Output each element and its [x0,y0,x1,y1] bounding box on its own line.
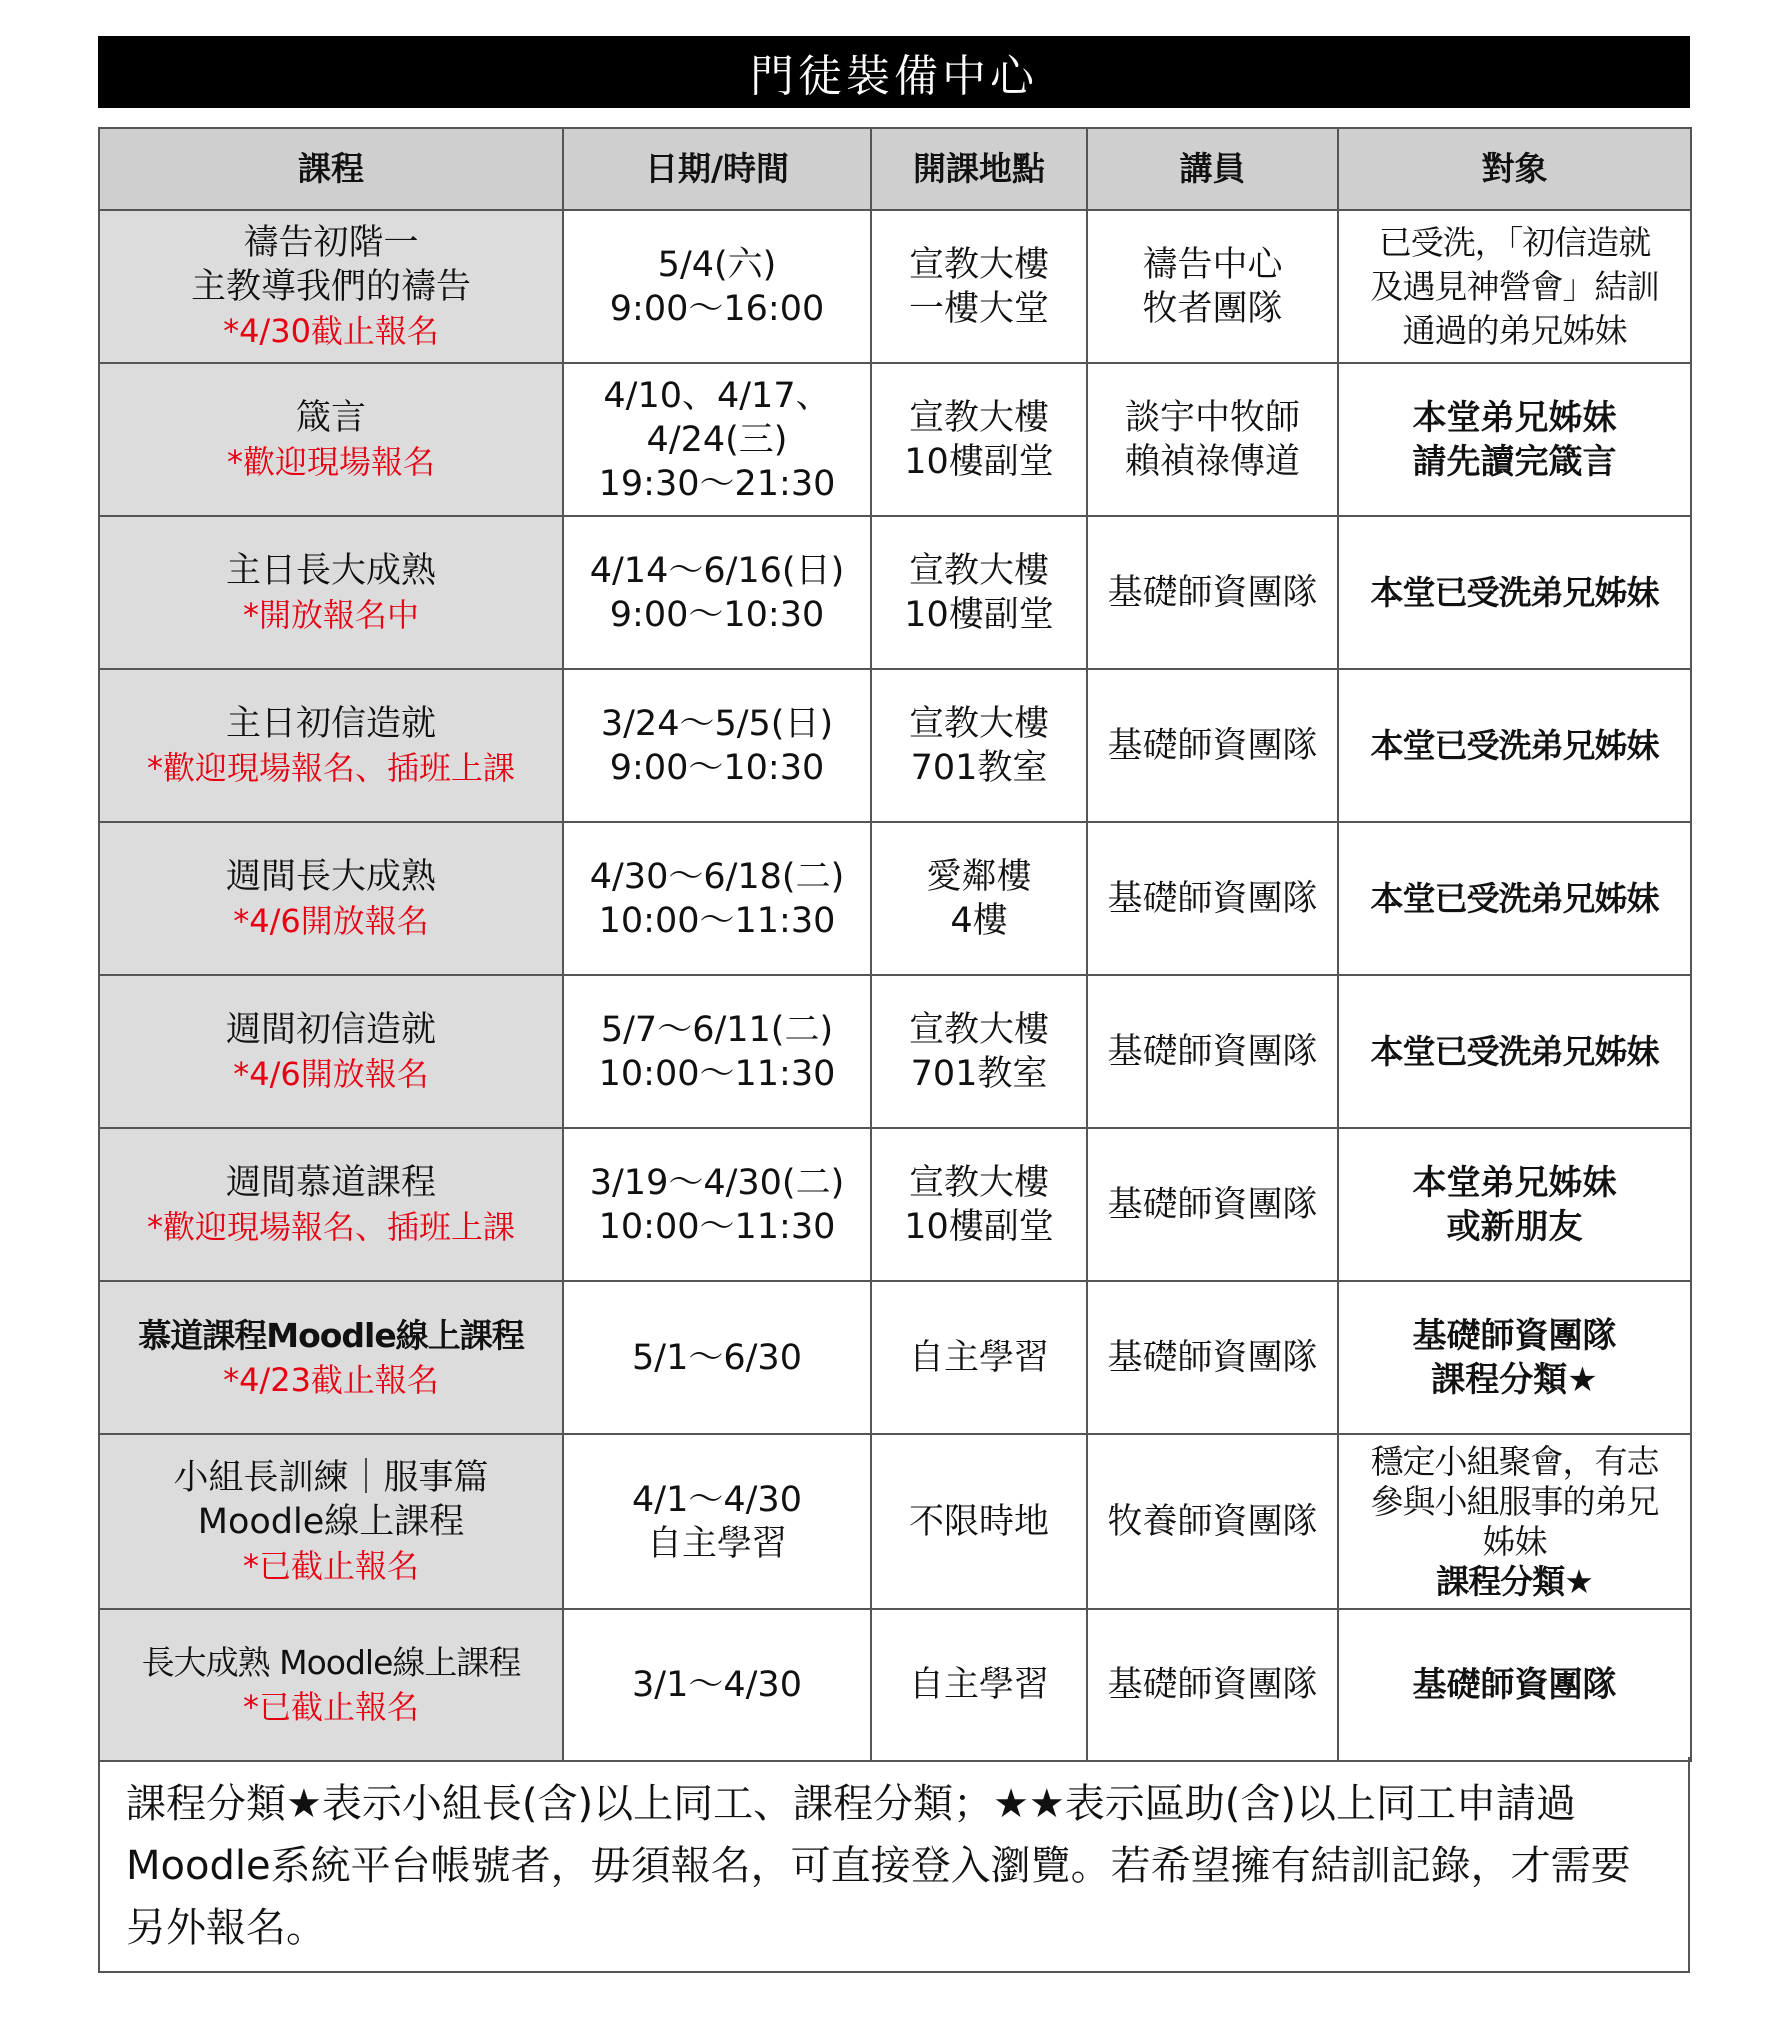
course-name: 主日長大成熟 [225,550,436,591]
course-name: Moodle線上課程 [197,1501,465,1542]
course-name: 小組長訓練｜服事篇 [173,1457,489,1498]
date-cell [563,669,871,822]
speaker-cell [1087,1609,1338,1761]
target-line: 通過的弟兄姊妹 [1402,310,1627,350]
target-line: 及遇見神營會」結訓 [1370,266,1659,306]
target-cell [1338,1281,1691,1434]
speaker-cell [1087,669,1338,822]
speaker-line: 基礎師資團隊 [1107,725,1318,766]
column-header-course: 課程 [99,128,563,210]
date-line: 4/30～6/18(二) [589,856,845,897]
date-line: 9:00～10:30 [609,594,825,635]
target-line: 穩定小組聚會，有志 [1370,1441,1659,1481]
table-row [99,516,1691,669]
date-line: 10:00～11:30 [598,1053,836,1094]
target-line: 本堂已受洗弟兄姊妹 [1370,572,1659,612]
speaker-line: 談宇中牧師 [1124,397,1300,438]
target-line: 課程分類★ [1436,1561,1593,1601]
date-line: 4/14～6/16(日) [589,550,845,591]
target-line: 已受洗，「初信造就 [1378,222,1651,262]
course-name: 週間初信造就 [225,1009,436,1050]
table-row [99,669,1691,822]
location-line: 宣教大樓 [908,1162,1049,1203]
date-cell [563,1128,871,1281]
speaker-line: 基礎師資團隊 [1107,1337,1318,1378]
target-cell [1338,516,1691,669]
course-cell [99,669,563,822]
location-cell [871,975,1087,1128]
location-cell [871,1434,1087,1609]
date-line: 4/1～4/30 [632,1479,802,1520]
speaker-line: 牧養師資團隊 [1107,1501,1318,1542]
speaker-line: 基礎師資團隊 [1107,572,1318,613]
location-cell [871,669,1087,822]
date-cell [563,210,871,363]
location-line: 701教室 [910,747,1048,788]
page-title: 門徒裝備中心 [98,36,1690,108]
table-row [99,1281,1691,1434]
column-header-location: 開課地點 [871,128,1087,210]
target-line: 本堂已受洗弟兄姊妹 [1370,1031,1659,1071]
target-line: 本堂已受洗弟兄姊妹 [1370,725,1659,765]
course-cell [99,516,563,669]
target-line: 本堂弟兄姊妹 [1412,397,1617,438]
target-line: 課程分類★ [1431,1359,1598,1400]
date-cell [563,516,871,669]
date-cell [563,822,871,975]
location-line: 一樓大堂 [908,288,1049,329]
table-row [99,210,1691,363]
course-name: 箴言 [295,397,366,438]
location-line: 10樓副堂 [904,441,1054,482]
table-row [99,363,1691,516]
registration-note: *開放報名中 [242,595,419,634]
speaker-cell [1087,516,1338,669]
speaker-line: 基礎師資團隊 [1107,1184,1318,1225]
location-line: 不限時地 [908,1501,1049,1542]
course-cell [99,210,563,363]
date-line: 3/24～5/5(日) [600,703,834,744]
course-cell [99,1609,563,1761]
registration-note: *已截止報名 [242,1546,419,1585]
course-name: 週間長大成熟 [225,856,436,897]
target-cell [1338,669,1691,822]
target-line: 參與小組服事的弟兄 [1370,1481,1659,1521]
speaker-line: 基礎師資團隊 [1107,1665,1318,1705]
target-cell [1338,822,1691,975]
date-line: 3/1～4/30 [632,1665,802,1705]
location-line: 宣教大樓 [908,397,1049,438]
table-row [99,822,1691,975]
speaker-cell [1087,1281,1338,1434]
date-cell [563,975,871,1128]
speaker-line: 禱告中心 [1142,244,1283,285]
location-line: 自主學習 [908,1665,1049,1705]
speaker-cell [1087,210,1338,363]
date-line: 自主學習 [646,1523,787,1564]
course-table [98,127,1692,1762]
course-name: 主日初信造就 [225,703,436,744]
footnote: 課程分類★表示小組長(含)以上同工、課程分類；★★表示區助(含)以上同工申請過Moodle系統平台帳號者，毋須報名，可直接登入瀏覽。若希望擁有結訓記錄，才需要另外報名。 [98,1757,1690,1973]
registration-note: *4/6開放報名 [233,901,429,940]
target-line: 姊妹 [1482,1521,1547,1561]
location-cell [871,210,1087,363]
registration-note: *4/6開放報名 [233,1054,429,1093]
date-line: 10:00～11:30 [598,900,836,941]
speaker-cell [1087,363,1338,516]
date-line: 9:00～10:30 [609,747,825,788]
target-cell [1338,975,1691,1128]
course-cell [99,1434,563,1609]
course-cell [99,822,563,975]
location-cell [871,363,1087,516]
course-cell [99,1281,563,1434]
speaker-cell [1087,1434,1338,1609]
registration-note: *歡迎現場報名、插班上課 [146,748,515,787]
date-line: 9:00～16:00 [609,288,825,329]
speaker-line: 基礎師資團隊 [1107,878,1318,919]
target-cell [1338,1609,1691,1761]
speaker-cell [1087,1128,1338,1281]
course-name: 慕道課程Moodle線上課程 [138,1315,524,1355]
course-cell [99,1128,563,1281]
location-line: 宣教大樓 [908,550,1049,591]
date-line: 5/7～6/11(二) [600,1009,834,1050]
registration-note: *4/30截止報名 [223,311,439,350]
column-header-date: 日期/時間 [563,128,871,210]
table-row [99,1434,1691,1609]
target-line: 基礎師資團隊 [1412,1665,1617,1705]
location-cell [871,1128,1087,1281]
table-row [99,1609,1691,1761]
target-line: 請先讀完箴言 [1412,441,1617,482]
location-line: 愛鄰樓 [926,856,1032,897]
course-cell [99,975,563,1128]
date-cell [563,1281,871,1434]
date-line: 4/24(三) [646,419,788,460]
target-cell [1338,1128,1691,1281]
location-line: 4樓 [950,900,1008,941]
location-line: 10樓副堂 [904,1206,1054,1247]
course-cell [99,363,563,516]
speaker-cell [1087,822,1338,975]
course-name: 週間慕道課程 [225,1162,436,1203]
speaker-line: 基礎師資團隊 [1107,1031,1318,1072]
location-line: 宣教大樓 [908,703,1049,744]
target-cell [1338,1434,1691,1609]
location-cell [871,822,1087,975]
target-line: 本堂已受洗弟兄姊妹 [1370,878,1659,918]
speaker-cell [1087,975,1338,1128]
location-cell [871,516,1087,669]
target-line: 或新朋友 [1446,1206,1583,1247]
location-line: 自主學習 [908,1337,1049,1378]
course-name: 長大成熟 Moodle線上課程 [141,1643,521,1682]
registration-note: *歡迎現場報名 [226,442,435,481]
course-name: 主教導我們的禱告 [190,266,471,307]
table-header-row [99,128,1691,210]
target-cell [1338,210,1691,363]
target-line: 本堂弟兄姊妹 [1412,1162,1617,1203]
date-line: 4/10、4/17、 [603,375,831,416]
date-line: 5/1～6/30 [632,1337,802,1378]
speaker-line: 賴禎祿傳道 [1124,441,1300,482]
registration-note: *已截止報名 [242,1688,419,1726]
location-cell [871,1281,1087,1434]
date-line: 10:00～11:30 [598,1206,836,1247]
course-name: 禱告初階一 [243,222,419,263]
table-row [99,1128,1691,1281]
date-cell [563,1609,871,1761]
date-line: 5/4(六) [657,244,777,285]
target-line: 基礎師資團隊 [1412,1315,1617,1356]
column-header-speaker: 講員 [1087,128,1338,210]
target-cell [1338,363,1691,516]
date-cell [563,1434,871,1609]
column-header-target: 對象 [1338,128,1691,210]
date-line: 3/19～4/30(二) [589,1162,845,1203]
location-cell [871,1609,1087,1761]
location-line: 10樓副堂 [904,594,1054,635]
date-cell [563,363,871,516]
table-row [99,975,1691,1128]
date-line: 19:30～21:30 [598,463,836,504]
location-line: 701教室 [910,1053,1048,1094]
registration-note: *4/23截止報名 [223,1360,439,1399]
speaker-line: 牧者團隊 [1142,288,1283,329]
location-line: 宣教大樓 [908,1009,1049,1050]
location-line: 宣教大樓 [908,244,1049,285]
registration-note: *歡迎現場報名、插班上課 [146,1207,515,1246]
